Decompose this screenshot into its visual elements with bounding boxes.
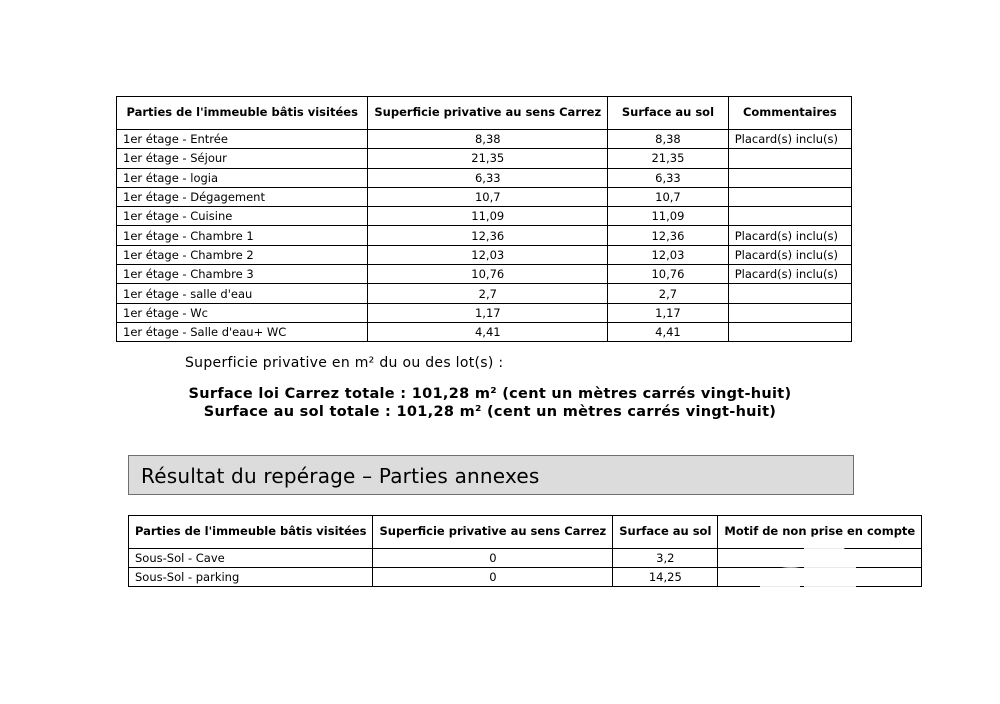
cell-sol: 12,36 xyxy=(608,226,729,245)
cell-partie: 1er étage - Chambre 3 xyxy=(117,265,368,284)
table-row xyxy=(117,226,852,245)
cell-partie: 1er étage - Entrée xyxy=(117,130,368,149)
header-commentaires: Commentaires xyxy=(728,97,851,130)
cell-partie: 1er étage - Cuisine xyxy=(117,207,368,226)
table-row xyxy=(117,303,852,322)
cell-sol: 3,2 xyxy=(613,549,718,568)
cell-carrez: 0 xyxy=(373,568,613,587)
header-parties: Parties de l'immeuble bâtis visitées xyxy=(117,97,368,130)
cell-carrez: 12,03 xyxy=(368,245,608,264)
cell-carrez: 10,76 xyxy=(368,265,608,284)
cell-commentaire: Placard(s) inclu(s) xyxy=(728,265,851,284)
cell-carrez: 11,09 xyxy=(368,207,608,226)
cell-partie: 1er étage - Salle d'eau+ WC xyxy=(117,322,368,341)
cell-carrez: 2,7 xyxy=(368,284,608,303)
cell-sol: 2,7 xyxy=(608,284,729,303)
main-surface-table xyxy=(116,96,852,342)
annex-section-title: Résultat du repérage – Parties annexes xyxy=(141,464,540,488)
table-row xyxy=(117,207,852,226)
header-carrez: Superficie privative au sens Carrez xyxy=(368,97,608,130)
table-header-row xyxy=(117,97,852,130)
cell-commentaire xyxy=(728,284,851,303)
cell-carrez: 6,33 xyxy=(368,168,608,187)
cell-commentaire: Placard(s) inclu(s) xyxy=(728,130,851,149)
cell-sol: 6,33 xyxy=(608,168,729,187)
cell-commentaire: Placard(s) inclu(s) xyxy=(728,226,851,245)
cell-partie: 1er étage - logia xyxy=(117,168,368,187)
table-row xyxy=(117,284,852,303)
cell-carrez: 1,17 xyxy=(368,303,608,322)
cell-carrez: 12,36 xyxy=(368,226,608,245)
cell-partie: Sous-Sol - Cave xyxy=(129,549,373,568)
cell-carrez: 0 xyxy=(373,549,613,568)
table-row xyxy=(117,322,852,341)
cell-carrez: 8,38 xyxy=(368,130,608,149)
watermark-logo-icon xyxy=(752,528,856,612)
cell-partie: 1er étage - Séjour xyxy=(117,149,368,168)
cell-sol: 10,7 xyxy=(608,187,729,206)
total-carrez: Surface loi Carrez totale : 101,28 m² (cent un mètres carrés vingt-huit) xyxy=(188,386,792,402)
cell-sol: 4,41 xyxy=(608,322,729,341)
annex-section-header xyxy=(128,455,854,495)
cell-partie: 1er étage - Dégagement xyxy=(117,187,368,206)
cell-commentaire: Placard(s) inclu(s) xyxy=(728,245,851,264)
cell-sol: 12,03 xyxy=(608,245,729,264)
cell-sol: 11,09 xyxy=(608,207,729,226)
header-surface-sol: Surface au sol xyxy=(613,516,718,549)
cell-sol: 10,76 xyxy=(608,265,729,284)
cell-sol: 14,25 xyxy=(613,568,718,587)
cell-carrez: 10,7 xyxy=(368,187,608,206)
cell-carrez: 4,41 xyxy=(368,322,608,341)
table-row xyxy=(117,245,852,264)
table-row xyxy=(117,187,852,206)
cell-commentaire xyxy=(728,168,851,187)
cell-commentaire xyxy=(728,187,851,206)
cell-partie: 1er étage - Chambre 1 xyxy=(117,226,368,245)
cell-partie: 1er étage - Chambre 2 xyxy=(117,245,368,264)
table-row xyxy=(117,149,852,168)
cell-commentaire xyxy=(728,149,851,168)
cell-partie: 1er étage - salle d'eau xyxy=(117,284,368,303)
table-row xyxy=(117,130,852,149)
header-carrez: Superficie privative au sens Carrez xyxy=(373,516,613,549)
cell-sol: 8,38 xyxy=(608,130,729,149)
total-surface-sol: Surface au sol totale : 101,28 m² (cent un mètres carrés vingt-huit) xyxy=(203,404,777,420)
cell-partie: 1er étage - Wc xyxy=(117,303,368,322)
table-row xyxy=(117,265,852,284)
cell-sol: 1,17 xyxy=(608,303,729,322)
table-row xyxy=(117,168,852,187)
cell-commentaire xyxy=(728,207,851,226)
header-parties: Parties de l'immeuble bâtis visitées xyxy=(129,516,373,549)
cell-sol: 21,35 xyxy=(608,149,729,168)
header-surface-sol: Surface au sol xyxy=(608,97,729,130)
cell-partie: Sous-Sol - parking xyxy=(129,568,373,587)
cell-commentaire xyxy=(728,322,851,341)
cell-carrez: 21,35 xyxy=(368,149,608,168)
cell-commentaire xyxy=(728,303,851,322)
summary-intro: Superficie privative en m² du ou des lot(s) : xyxy=(185,355,504,371)
header-motif: Motif de non prise en compte xyxy=(718,516,922,549)
